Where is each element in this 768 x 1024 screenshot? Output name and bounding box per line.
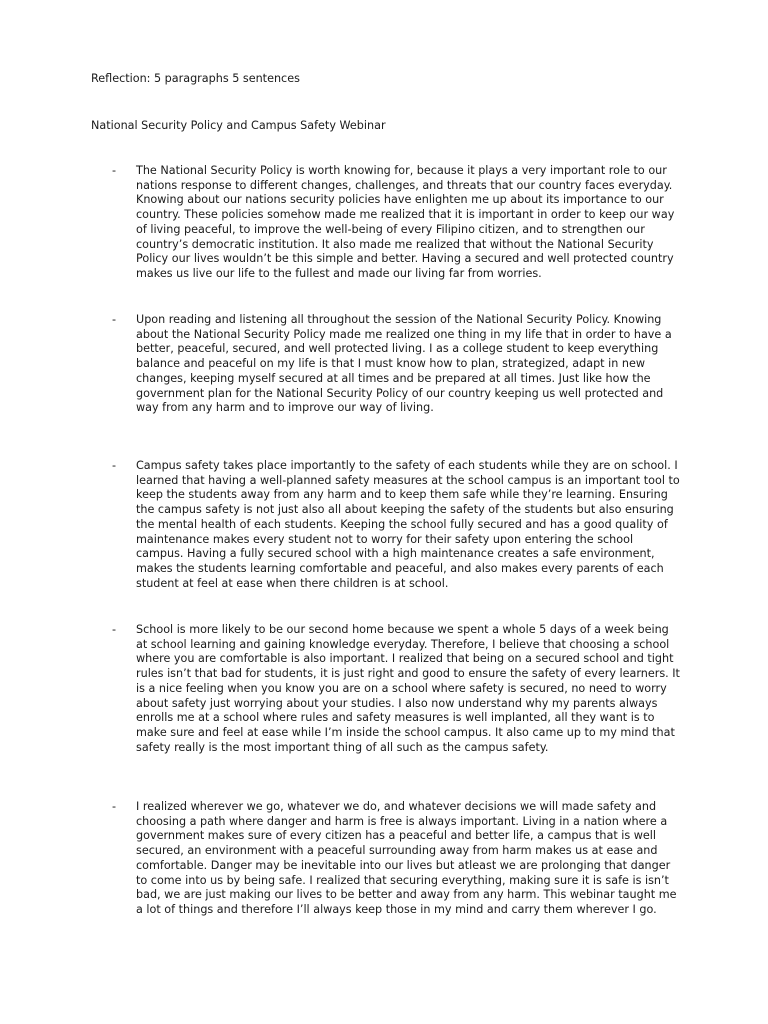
list-item: [112, 164, 682, 282]
paragraph-1: The National Security Policy is worth knowing for, because it plays a very important role to our nations response to different changes, challenges, and threats that our country faces everyday. Knowing about our nations security policies have enlighten me up about its importance to our country. These policies somehow made me realized that it is important in order to keep our way of living peaceful, to improve the well-being of every Filipino citizen, and to strengthen our country’s democratic institution. It also made me realized that without the National Security Policy our lives wouldn’t be this simple and better. Having a secured and well protected country makes us live our life to the fullest and made our living far from worries.: [136, 164, 675, 280]
paragraph-5: I realized wherever we go, whatever we do, and whatever decisions we will made safety and choosing a path where danger and harm is free is always important. Living in a nation where a government makes sure of every citizen has a peaceful and better life, a campus that is well secured, an environment with a peaceful surrounding away from harm makes us at ease and comfortable. Danger may be inevitable into our lives but atleast we are prolonging that danger to come into us by being safe. I realized that securing everything, making sure it is safe is isn’t bad, we are just making our lives to be better and away from any harm. This webinar taught me a lot of things and therefore I’ll always keep those in my mind and carry them wherever I go.: [136, 800, 677, 916]
list-item: [112, 623, 682, 755]
document-subheading: National Security Policy and Campus Safety Webinar: [91, 119, 386, 132]
list-item: [112, 459, 682, 591]
bullet-marker: -: [112, 800, 117, 813]
paragraph-3: Campus safety takes place importantly to the safety of each students while they are on school. I learned that having a well-planned safety measures at the school campus is an important tool to keep the students away from any harm and to keep them safe while they’re learning. Ensuring the campus safety is not just also all about keeping the safety of the students but also ensuring the mental health of each students. Keeping the school fully secured and has a good quality of maintenance makes every student not to worry for their safety upon entering the school campus. Having a fully secured school with a high maintenance creates a safe environment, makes the students learning comfortable and peaceful, and also makes every parents of each student at feel at ease when there children is at school.: [136, 459, 680, 590]
bullet-marker: -: [112, 313, 117, 326]
list-item: [112, 313, 682, 416]
paragraph-4: School is more likely to be our second home because we spent a whole 5 days of a week being at school learning and gaining knowledge everyday. Therefore, I believe that choosing a school where you are comfortable is also important. I realized that being on a secured school and tight rules isn’t that bad for students, it is just right and good to ensure the safety of every learners. It is a nice feeling when you know you are on a school where safety is secured, no need to worry about safety just worrying about your studies. I also now understand why my parents always enrolls me at a school where rules and safety measures is well implanted, all they want is to make sure and feel at ease while I’m inside the school campus. It also came up to my mind that safety really is the most important thing of all such as the campus safety.: [136, 623, 680, 754]
paragraph-2: Upon reading and listening all throughout the session of the National Security Policy. Knowing about the National Security Policy made me realized one thing in my life that in order to have a better, peaceful, secured, and well protected living. I as a college student to keep everything balance and peaceful on my life is that I must know how to plan, strategized, adapt in new changes, keeping myself secured at all times and be prepared at all times. Just like how the government plan for the National Security Policy of our country keeping us well protected and way from any harm and to improve our way of living.: [136, 313, 672, 415]
bullet-marker: -: [112, 164, 117, 177]
list-item: [112, 800, 682, 918]
document-heading: Reflection: 5 paragraphs 5 sentences: [91, 72, 300, 85]
bullet-marker: -: [112, 459, 117, 472]
bullet-marker: -: [112, 623, 117, 636]
